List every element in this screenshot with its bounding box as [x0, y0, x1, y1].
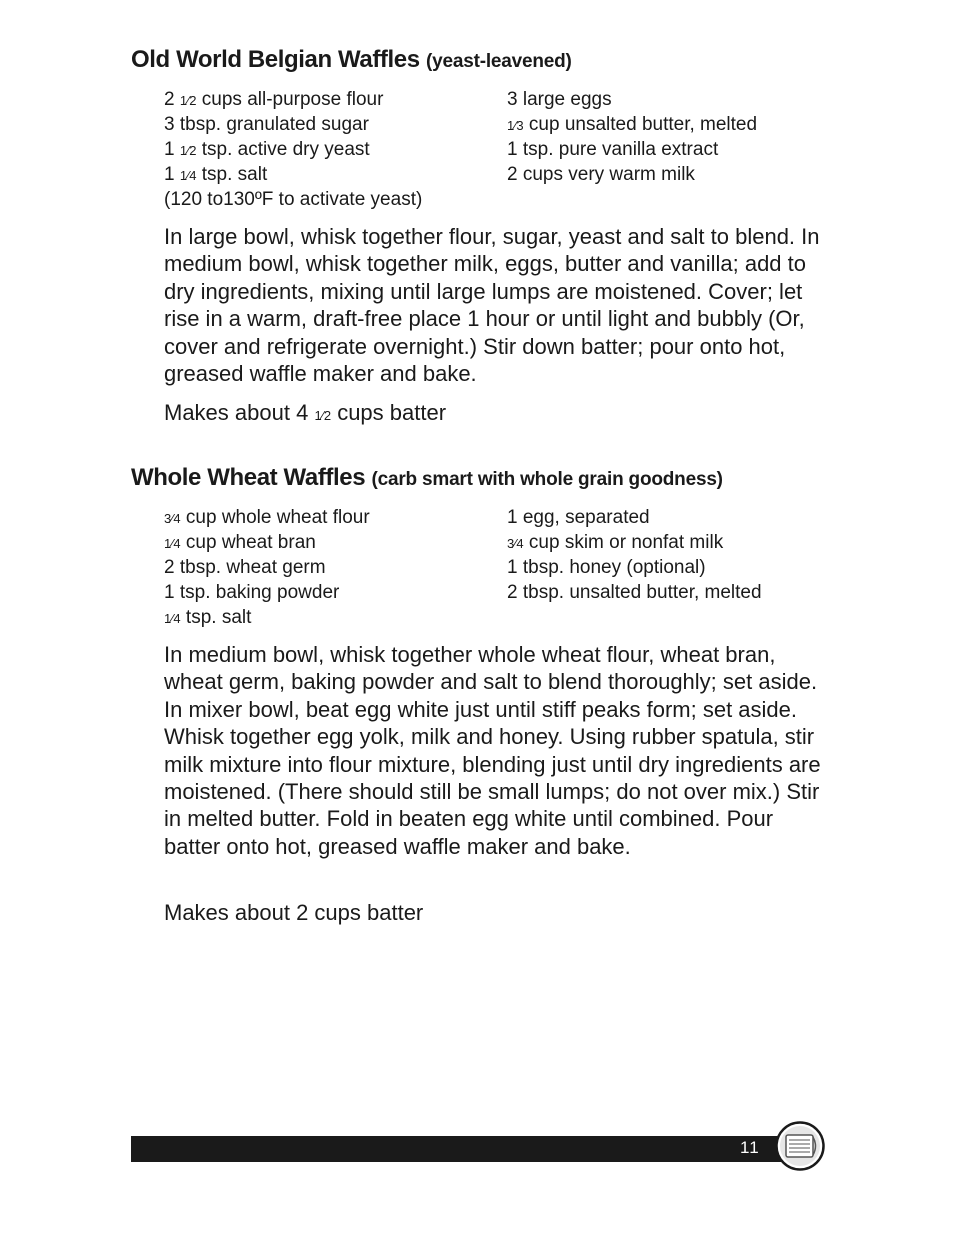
ingredient-item: 2 1⁄2 cups all-purpose flour: [164, 89, 384, 110]
recipe-directions: In large bowl, whisk together flour, sugar, yeast and salt to blend. In medium bowl, whisk together milk, eggs, butter and vanilla; add to dry ingredients, mixing until large lumps are moistened. Cover; let rise in a warm, draft-free place 1 hour or until light and bubbly (Or, cover and refrigerate overnight.) Stir down batter; pour onto hot, greased waffle maker and bake.: [164, 224, 820, 387]
ingredient-item: 1 tsp. pure vanilla extract: [507, 139, 719, 160]
ingredient-item: 3⁄4 cup skim or nonfat milk: [507, 532, 724, 553]
ingredient-item: 2 cups very warm milk: [507, 164, 695, 185]
ingredient-item: 3 large eggs: [507, 89, 612, 110]
ingredient-item: 1 tsp. baking powder: [164, 582, 340, 603]
waffle-book-icon: [775, 1121, 825, 1171]
ingredient-note: (120 to130ºF to activate yeast): [164, 189, 423, 210]
ingredient-list-right: [507, 87, 757, 187]
page-number: 11: [740, 1138, 760, 1157]
ingredient-list-left: [164, 505, 370, 630]
ingredient-item: 2 tbsp. wheat germ: [164, 557, 326, 578]
ingredient-item: 3⁄4 cup whole wheat flour: [164, 507, 370, 528]
recipe-title-text: Whole Wheat Waffles: [131, 464, 366, 491]
ingredient-item: 1 tbsp. honey (optional): [507, 557, 706, 578]
ingredient-item: 1 1⁄2 tsp. active dry yeast: [164, 139, 370, 160]
ingredient-item: 1⁄4 tsp. salt: [164, 607, 252, 628]
ingredient-item: 1 1⁄4 tsp. salt: [164, 164, 268, 185]
recipe-title-whole-wheat: [131, 464, 723, 492]
recipe-subtitle: (yeast-leavened): [425, 51, 572, 72]
ingredient-item: 3 tbsp. granulated sugar: [164, 114, 369, 135]
recipe-title-belgian: [131, 46, 572, 74]
recipe-directions: In medium bowl, whisk together whole wheat flour, wheat bran, wheat germ, baking powder and salt to blend thoroughly; set aside. In mixer bowl, beat egg white just until stiff peaks form; set aside. Whisk together egg yolk, milk and honey. Using rubber spatula, stir milk mixture into flour mixture, blending just until dry ingredients are moistened. (There should still be small lumps; do not over mix.) Stir in melted butter. Fold in beaten egg white until combined. Pour batter onto hot, greased waffle maker and bake.: [164, 642, 821, 859]
recipe-title-text: Old World Belgian Waffles: [131, 46, 420, 73]
ingredient-item: 2 tbsp. unsalted butter, melted: [507, 582, 762, 603]
ingredient-item: 1⁄4 cup wheat bran: [164, 532, 316, 553]
recipe-yield: Makes about 2 cups batter: [164, 900, 424, 925]
recipe-yield: Makes about 4 1⁄2 cups batter: [164, 400, 447, 425]
ingredient-list-left: [164, 87, 422, 212]
ingredient-item: 1⁄3 cup unsalted butter, melted: [507, 114, 758, 135]
recipe-subtitle: (carb smart with whole grain goodness): [371, 469, 723, 490]
footer-bar: [131, 1136, 811, 1162]
ingredient-item: 1 egg, separated: [507, 507, 650, 528]
ingredient-list-right: [507, 505, 762, 605]
